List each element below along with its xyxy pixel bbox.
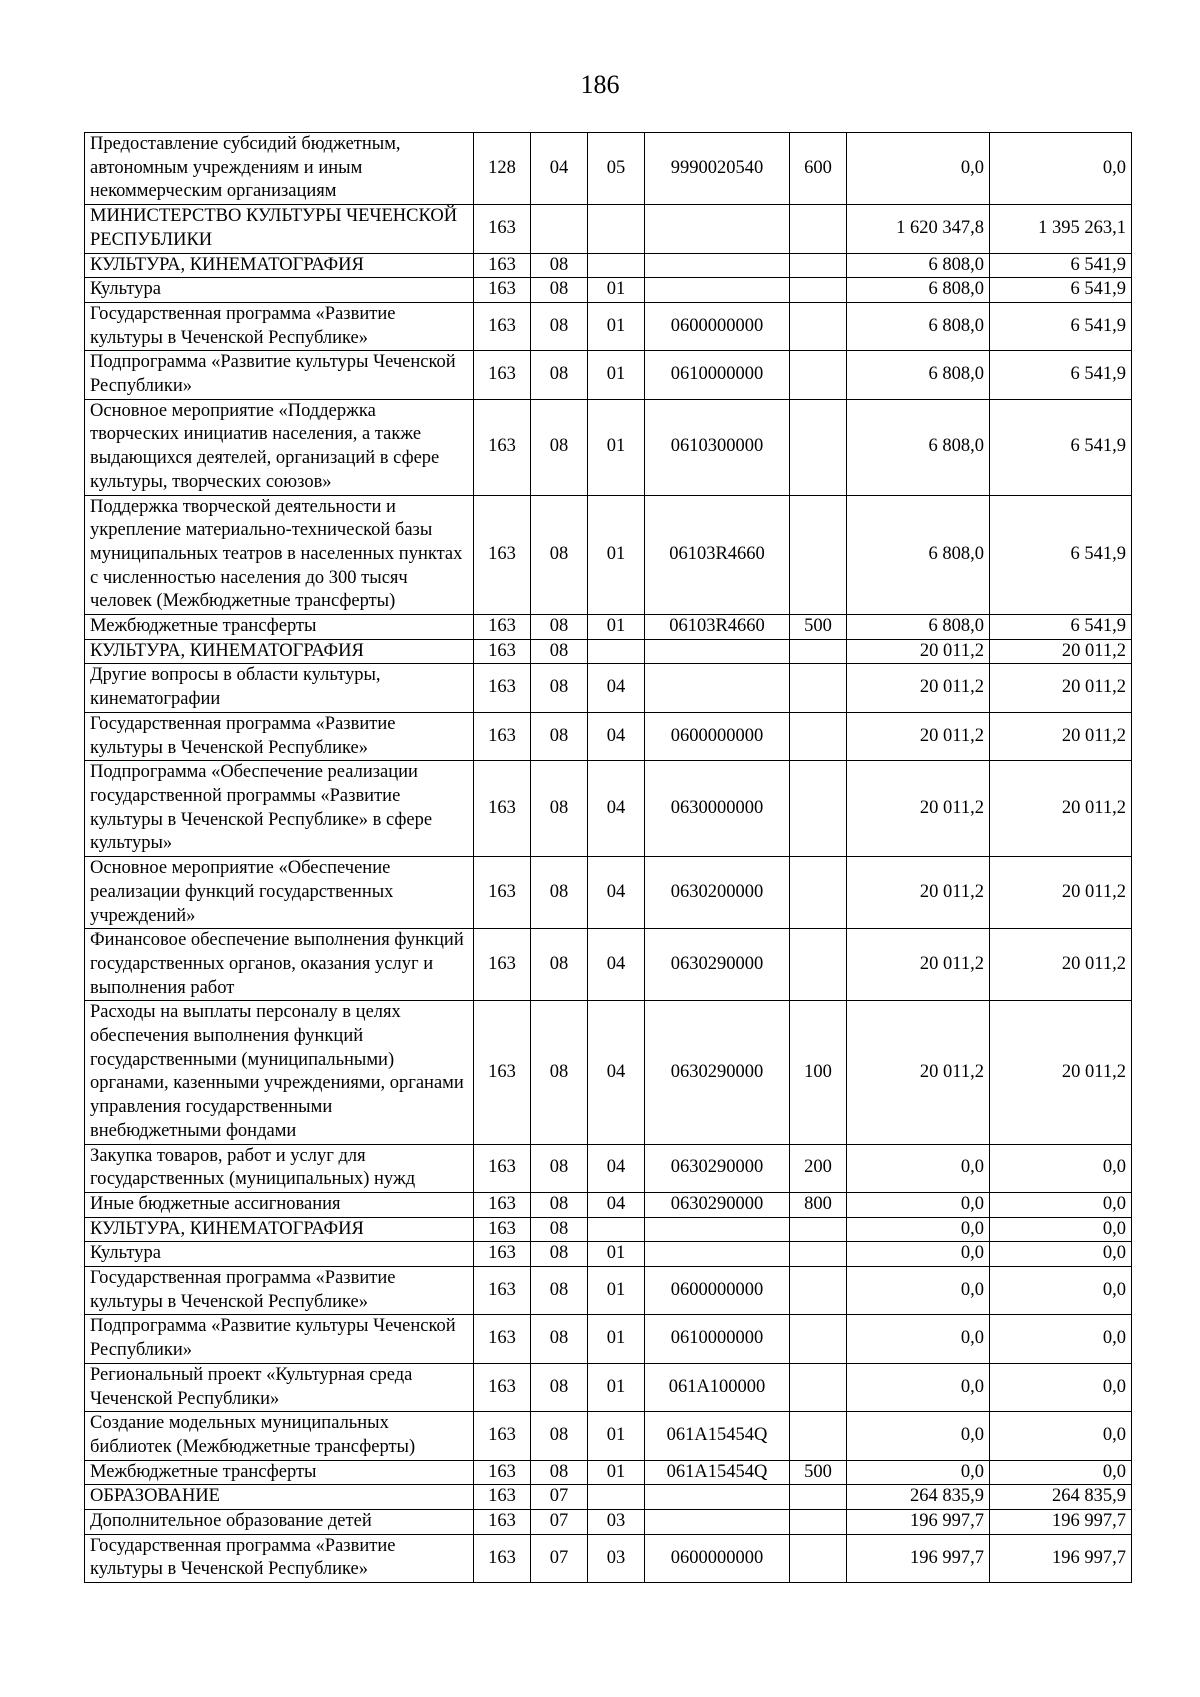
grbs-code-cell: 163 (474, 1192, 531, 1217)
amount-2-cell: 0,0 (990, 1144, 1132, 1192)
expense-type-cell: 200 (790, 1144, 847, 1192)
subsection-code-cell: 01 (588, 495, 645, 615)
target-article-cell: 0610000000 (645, 1315, 790, 1363)
table-row (85, 1001, 1132, 1144)
amount-1-cell: 0,0 (847, 1217, 990, 1242)
expense-name-cell: МИНИСТЕРСТВО КУЛЬТУРЫ ЧЕЧЕНСКОЙ РЕСПУБЛИКИ (85, 205, 474, 253)
target-article-cell: 0630200000 (645, 857, 790, 929)
section-code-cell: 08 (531, 302, 588, 350)
subsection-code-cell: 01 (588, 1460, 645, 1485)
subsection-code-cell: 01 (588, 1315, 645, 1363)
subsection-code-cell: 04 (588, 857, 645, 929)
target-article-cell (645, 639, 790, 664)
expense-type-cell (790, 278, 847, 303)
amount-1-cell: 6 808,0 (847, 351, 990, 399)
amount-2-cell: 0,0 (990, 1363, 1132, 1411)
amount-2-cell: 20 011,2 (990, 712, 1132, 760)
expense-type-cell (790, 1534, 847, 1582)
target-article-cell (645, 278, 790, 303)
amount-2-cell: 6 541,9 (990, 399, 1132, 495)
target-article-cell: 061A100000 (645, 1363, 790, 1411)
table-row (85, 253, 1132, 278)
target-article-cell: 06103R4660 (645, 495, 790, 615)
expense-name-cell: Подпрограмма «Развитие культуры Чеченской Республики» (85, 1315, 474, 1363)
amount-1-cell: 0,0 (847, 1242, 990, 1267)
target-article-cell: 0600000000 (645, 1267, 790, 1315)
section-code-cell: 07 (531, 1485, 588, 1510)
section-code-cell: 08 (531, 857, 588, 929)
grbs-code-cell: 163 (474, 1144, 531, 1192)
section-code-cell: 08 (531, 712, 588, 760)
table-row (85, 639, 1132, 664)
grbs-code-cell: 163 (474, 1460, 531, 1485)
section-code-cell: 08 (531, 1144, 588, 1192)
subsection-code-cell: 04 (588, 761, 645, 857)
expense-type-cell (790, 1363, 847, 1411)
amount-2-cell: 196 997,7 (990, 1534, 1132, 1582)
subsection-code-cell: 04 (588, 1001, 645, 1144)
expense-name-cell: Поддержка творческой деятельности и укрепление материально-технической базы муниципальных театров в населенных пунктах с численностью населения до 300 тысяч человек (Межбюджетные трансферты) (85, 495, 474, 615)
grbs-code-cell: 163 (474, 1001, 531, 1144)
amount-2-cell: 0,0 (990, 1267, 1132, 1315)
expense-type-cell (790, 253, 847, 278)
expense-type-cell: 600 (790, 133, 847, 205)
expense-type-cell (790, 1267, 847, 1315)
expense-name-cell: КУЛЬТУРА, КИНЕМАТОГРАФИЯ (85, 253, 474, 278)
table-row (85, 1144, 1132, 1192)
target-article-cell (645, 205, 790, 253)
target-article-cell: 0630290000 (645, 1144, 790, 1192)
amount-1-cell: 0,0 (847, 1144, 990, 1192)
subsection-code-cell: 01 (588, 302, 645, 350)
grbs-code-cell: 163 (474, 1242, 531, 1267)
table-row (85, 302, 1132, 350)
table-row (85, 1315, 1132, 1363)
amount-1-cell: 20 011,2 (847, 639, 990, 664)
table-row (85, 1412, 1132, 1460)
amount-1-cell: 6 808,0 (847, 399, 990, 495)
subsection-code-cell: 01 (588, 1363, 645, 1411)
expense-type-cell (790, 1510, 847, 1535)
table-row (85, 1510, 1132, 1535)
amount-2-cell: 0,0 (990, 1460, 1132, 1485)
amount-1-cell: 20 011,2 (847, 664, 990, 712)
amount-2-cell: 20 011,2 (990, 664, 1132, 712)
expense-name-cell: Культура (85, 278, 474, 303)
amount-2-cell: 0,0 (990, 1242, 1132, 1267)
expense-type-cell (790, 1242, 847, 1267)
table-row (85, 1242, 1132, 1267)
subsection-code-cell: 04 (588, 664, 645, 712)
section-code-cell (531, 205, 588, 253)
expense-type-cell (790, 712, 847, 760)
grbs-code-cell: 163 (474, 1510, 531, 1535)
amount-1-cell: 6 808,0 (847, 278, 990, 303)
grbs-code-cell: 163 (474, 399, 531, 495)
subsection-code-cell: 01 (588, 278, 645, 303)
table-row (85, 351, 1132, 399)
expense-name-cell: ОБРАЗОВАНИЕ (85, 1485, 474, 1510)
amount-1-cell: 0,0 (847, 1192, 990, 1217)
section-code-cell: 08 (531, 253, 588, 278)
section-code-cell: 08 (531, 1242, 588, 1267)
amount-2-cell: 0,0 (990, 1412, 1132, 1460)
table-row (85, 712, 1132, 760)
expense-name-cell: Создание модельных муниципальных библиотек (Межбюджетные трансферты) (85, 1412, 474, 1460)
target-article-cell: 9990020540 (645, 133, 790, 205)
expense-name-cell: КУЛЬТУРА, КИНЕМАТОГРАФИЯ (85, 639, 474, 664)
amount-1-cell: 6 808,0 (847, 253, 990, 278)
amount-1-cell: 20 011,2 (847, 712, 990, 760)
amount-2-cell: 6 541,9 (990, 302, 1132, 350)
section-code-cell: 08 (531, 615, 588, 640)
table-row (85, 1460, 1132, 1485)
expense-name-cell: Иные бюджетные ассигнования (85, 1192, 474, 1217)
amount-1-cell: 20 011,2 (847, 929, 990, 1001)
table-row (85, 1217, 1132, 1242)
section-code-cell: 08 (531, 761, 588, 857)
amount-1-cell: 196 997,7 (847, 1510, 990, 1535)
target-article-cell: 0600000000 (645, 302, 790, 350)
amount-2-cell: 20 011,2 (990, 857, 1132, 929)
expense-type-cell (790, 1217, 847, 1242)
expense-name-cell: Финансовое обеспечение выполнения функций государственных органов, оказания услуг и выполнения работ (85, 929, 474, 1001)
amount-2-cell: 6 541,9 (990, 351, 1132, 399)
expense-name-cell: Государственная программа «Развитие культуры в Чеченской Республике» (85, 712, 474, 760)
amount-2-cell: 20 011,2 (990, 929, 1132, 1001)
subsection-code-cell: 01 (588, 1267, 645, 1315)
expense-type-cell (790, 205, 847, 253)
section-code-cell: 08 (531, 1217, 588, 1242)
amount-2-cell: 0,0 (990, 1315, 1132, 1363)
table-row (85, 205, 1132, 253)
table-row (85, 615, 1132, 640)
target-article-cell: 0600000000 (645, 712, 790, 760)
grbs-code-cell: 163 (474, 1534, 531, 1582)
section-code-cell: 08 (531, 399, 588, 495)
subsection-code-cell: 03 (588, 1510, 645, 1535)
target-article-cell (645, 253, 790, 278)
subsection-code-cell: 04 (588, 1144, 645, 1192)
section-code-cell: 08 (531, 1001, 588, 1144)
subsection-code-cell: 05 (588, 133, 645, 205)
grbs-code-cell: 163 (474, 205, 531, 253)
subsection-code-cell: 01 (588, 1412, 645, 1460)
section-code-cell: 07 (531, 1510, 588, 1535)
section-code-cell: 08 (531, 351, 588, 399)
section-code-cell: 08 (531, 495, 588, 615)
expense-name-cell: КУЛЬТУРА, КИНЕМАТОГРАФИЯ (85, 1217, 474, 1242)
expense-type-cell (790, 495, 847, 615)
target-article-cell (645, 664, 790, 712)
amount-2-cell: 20 011,2 (990, 639, 1132, 664)
grbs-code-cell: 163 (474, 929, 531, 1001)
expense-type-cell: 800 (790, 1192, 847, 1217)
target-article-cell (645, 1217, 790, 1242)
expense-name-cell: Межбюджетные трансферты (85, 615, 474, 640)
amount-2-cell: 20 011,2 (990, 1001, 1132, 1144)
expense-name-cell: Расходы на выплаты персоналу в целях обеспечения выполнения функций государственными (муниципальными) органами, казенными учреждениями, органами управления государственными внебюджетными фондами (85, 1001, 474, 1144)
section-code-cell: 08 (531, 929, 588, 1001)
amount-1-cell: 20 011,2 (847, 857, 990, 929)
section-code-cell: 07 (531, 1534, 588, 1582)
expense-name-cell: Основное мероприятие «Обеспечение реализации функций государственных учреждений» (85, 857, 474, 929)
amount-1-cell: 0,0 (847, 1267, 990, 1315)
grbs-code-cell: 163 (474, 495, 531, 615)
amount-1-cell: 0,0 (847, 1460, 990, 1485)
table-row (85, 278, 1132, 303)
subsection-code-cell: 01 (588, 399, 645, 495)
table-row (85, 857, 1132, 929)
target-article-cell: 061A15454Q (645, 1460, 790, 1485)
expense-type-cell (790, 351, 847, 399)
expense-name-cell: Подпрограмма «Обеспечение реализации государственной программы «Развитие культуры в Чеченской Республике» в сфере культуры» (85, 761, 474, 857)
amount-2-cell: 0,0 (990, 1192, 1132, 1217)
subsection-code-cell (588, 639, 645, 664)
section-code-cell: 08 (531, 278, 588, 303)
expense-type-cell (790, 1412, 847, 1460)
section-code-cell: 08 (531, 1363, 588, 1411)
expense-type-cell (790, 857, 847, 929)
expense-name-cell: Подпрограмма «Развитие культуры Чеченской Республики» (85, 351, 474, 399)
amount-1-cell: 264 835,9 (847, 1485, 990, 1510)
budget-table (84, 132, 1132, 1583)
amount-1-cell: 0,0 (847, 1363, 990, 1411)
amount-2-cell: 6 541,9 (990, 278, 1132, 303)
table-row (85, 1363, 1132, 1411)
table-row (85, 1485, 1132, 1510)
grbs-code-cell: 163 (474, 1217, 531, 1242)
expense-name-cell: Региональный проект «Культурная среда Чеченской Республики» (85, 1363, 474, 1411)
expense-name-cell: Государственная программа «Развитие культуры в Чеченской Республике» (85, 302, 474, 350)
target-article-cell: 0600000000 (645, 1534, 790, 1582)
expense-type-cell (790, 302, 847, 350)
grbs-code-cell: 163 (474, 1412, 531, 1460)
expense-type-cell (790, 1315, 847, 1363)
subsection-code-cell (588, 205, 645, 253)
expense-type-cell (790, 399, 847, 495)
section-code-cell: 08 (531, 1315, 588, 1363)
expense-type-cell: 500 (790, 1460, 847, 1485)
grbs-code-cell: 163 (474, 302, 531, 350)
subsection-code-cell: 01 (588, 1242, 645, 1267)
grbs-code-cell: 163 (474, 1315, 531, 1363)
target-article-cell: 0630000000 (645, 761, 790, 857)
target-article-cell: 061A15454Q (645, 1412, 790, 1460)
expense-type-cell (790, 761, 847, 857)
amount-1-cell: 20 011,2 (847, 1001, 990, 1144)
grbs-code-cell: 163 (474, 1485, 531, 1510)
subsection-code-cell (588, 253, 645, 278)
table-row (85, 761, 1132, 857)
section-code-cell: 08 (531, 1460, 588, 1485)
grbs-code-cell: 163 (474, 253, 531, 278)
amount-2-cell: 196 997,7 (990, 1510, 1132, 1535)
section-code-cell: 08 (531, 664, 588, 712)
page-number: 186 (580, 70, 620, 99)
amount-1-cell: 20 011,2 (847, 761, 990, 857)
target-article-cell: 0630290000 (645, 1001, 790, 1144)
subsection-code-cell: 03 (588, 1534, 645, 1582)
expense-type-cell (790, 1485, 847, 1510)
subsection-code-cell: 04 (588, 929, 645, 1001)
target-article-cell: 0630290000 (645, 929, 790, 1001)
section-code-cell: 08 (531, 1267, 588, 1315)
section-code-cell: 08 (531, 1192, 588, 1217)
table-row (85, 399, 1132, 495)
amount-2-cell: 0,0 (990, 133, 1132, 205)
expense-name-cell: Государственная программа «Развитие культуры в Чеченской Республике» (85, 1267, 474, 1315)
amount-2-cell: 0,0 (990, 1217, 1132, 1242)
amount-2-cell: 6 541,9 (990, 495, 1132, 615)
expense-type-cell: 100 (790, 1001, 847, 1144)
table-row (85, 495, 1132, 615)
expense-name-cell: Закупка товаров, работ и услуг для государственных (муниципальных) нужд (85, 1144, 474, 1192)
amount-1-cell: 1 620 347,8 (847, 205, 990, 253)
budget-table-body (85, 133, 1132, 1583)
grbs-code-cell: 163 (474, 664, 531, 712)
expense-name-cell: Культура (85, 1242, 474, 1267)
section-code-cell: 08 (531, 639, 588, 664)
amount-1-cell: 0,0 (847, 1315, 990, 1363)
amount-1-cell: 0,0 (847, 133, 990, 205)
grbs-code-cell: 163 (474, 712, 531, 760)
expense-type-cell (790, 664, 847, 712)
grbs-code-cell: 163 (474, 1363, 531, 1411)
amount-1-cell: 0,0 (847, 1412, 990, 1460)
subsection-code-cell (588, 1485, 645, 1510)
section-code-cell: 08 (531, 1412, 588, 1460)
amount-2-cell: 6 541,9 (990, 253, 1132, 278)
grbs-code-cell: 163 (474, 278, 531, 303)
amount-1-cell: 6 808,0 (847, 495, 990, 615)
subsection-code-cell: 01 (588, 615, 645, 640)
expense-name-cell: Другие вопросы в области культуры, кинематографии (85, 664, 474, 712)
expense-type-cell (790, 639, 847, 664)
subsection-code-cell: 01 (588, 351, 645, 399)
amount-2-cell: 20 011,2 (990, 761, 1132, 857)
table-row (85, 664, 1132, 712)
expense-type-cell (790, 929, 847, 1001)
target-article-cell (645, 1510, 790, 1535)
expense-name-cell: Межбюджетные трансферты (85, 1460, 474, 1485)
table-row (85, 1192, 1132, 1217)
table-row (85, 1267, 1132, 1315)
amount-2-cell: 264 835,9 (990, 1485, 1132, 1510)
subsection-code-cell: 04 (588, 712, 645, 760)
expense-name-cell: Основное мероприятие «Поддержка творческих инициатив населения, а также выдающихся деятелей, организаций в сфере культуры, творческих союзов» (85, 399, 474, 495)
expense-name-cell: Государственная программа «Развитие культуры в Чеченской Республике» (85, 1534, 474, 1582)
grbs-code-cell: 163 (474, 615, 531, 640)
table-row (85, 1534, 1132, 1582)
grbs-code-cell: 163 (474, 1267, 531, 1315)
amount-1-cell: 196 997,7 (847, 1534, 990, 1582)
target-article-cell: 0610000000 (645, 351, 790, 399)
table-row (85, 929, 1132, 1001)
amount-2-cell: 6 541,9 (990, 615, 1132, 640)
amount-1-cell: 6 808,0 (847, 302, 990, 350)
grbs-code-cell: 128 (474, 133, 531, 205)
target-article-cell: 0610300000 (645, 399, 790, 495)
target-article-cell: 0630290000 (645, 1192, 790, 1217)
grbs-code-cell: 163 (474, 761, 531, 857)
target-article-cell: 06103R4660 (645, 615, 790, 640)
expense-name-cell: Дополнительное образование детей (85, 1510, 474, 1535)
grbs-code-cell: 163 (474, 351, 531, 399)
target-article-cell (645, 1242, 790, 1267)
amount-2-cell: 1 395 263,1 (990, 205, 1132, 253)
grbs-code-cell: 163 (474, 639, 531, 664)
amount-1-cell: 6 808,0 (847, 615, 990, 640)
target-article-cell (645, 1485, 790, 1510)
expense-name-cell: Предоставление субсидий бюджетным, автономным учреждениям и иным некоммерческим организациям (85, 133, 474, 205)
table-row (85, 133, 1132, 205)
subsection-code-cell: 04 (588, 1192, 645, 1217)
grbs-code-cell: 163 (474, 857, 531, 929)
subsection-code-cell (588, 1217, 645, 1242)
expense-type-cell: 500 (790, 615, 847, 640)
section-code-cell: 04 (531, 133, 588, 205)
